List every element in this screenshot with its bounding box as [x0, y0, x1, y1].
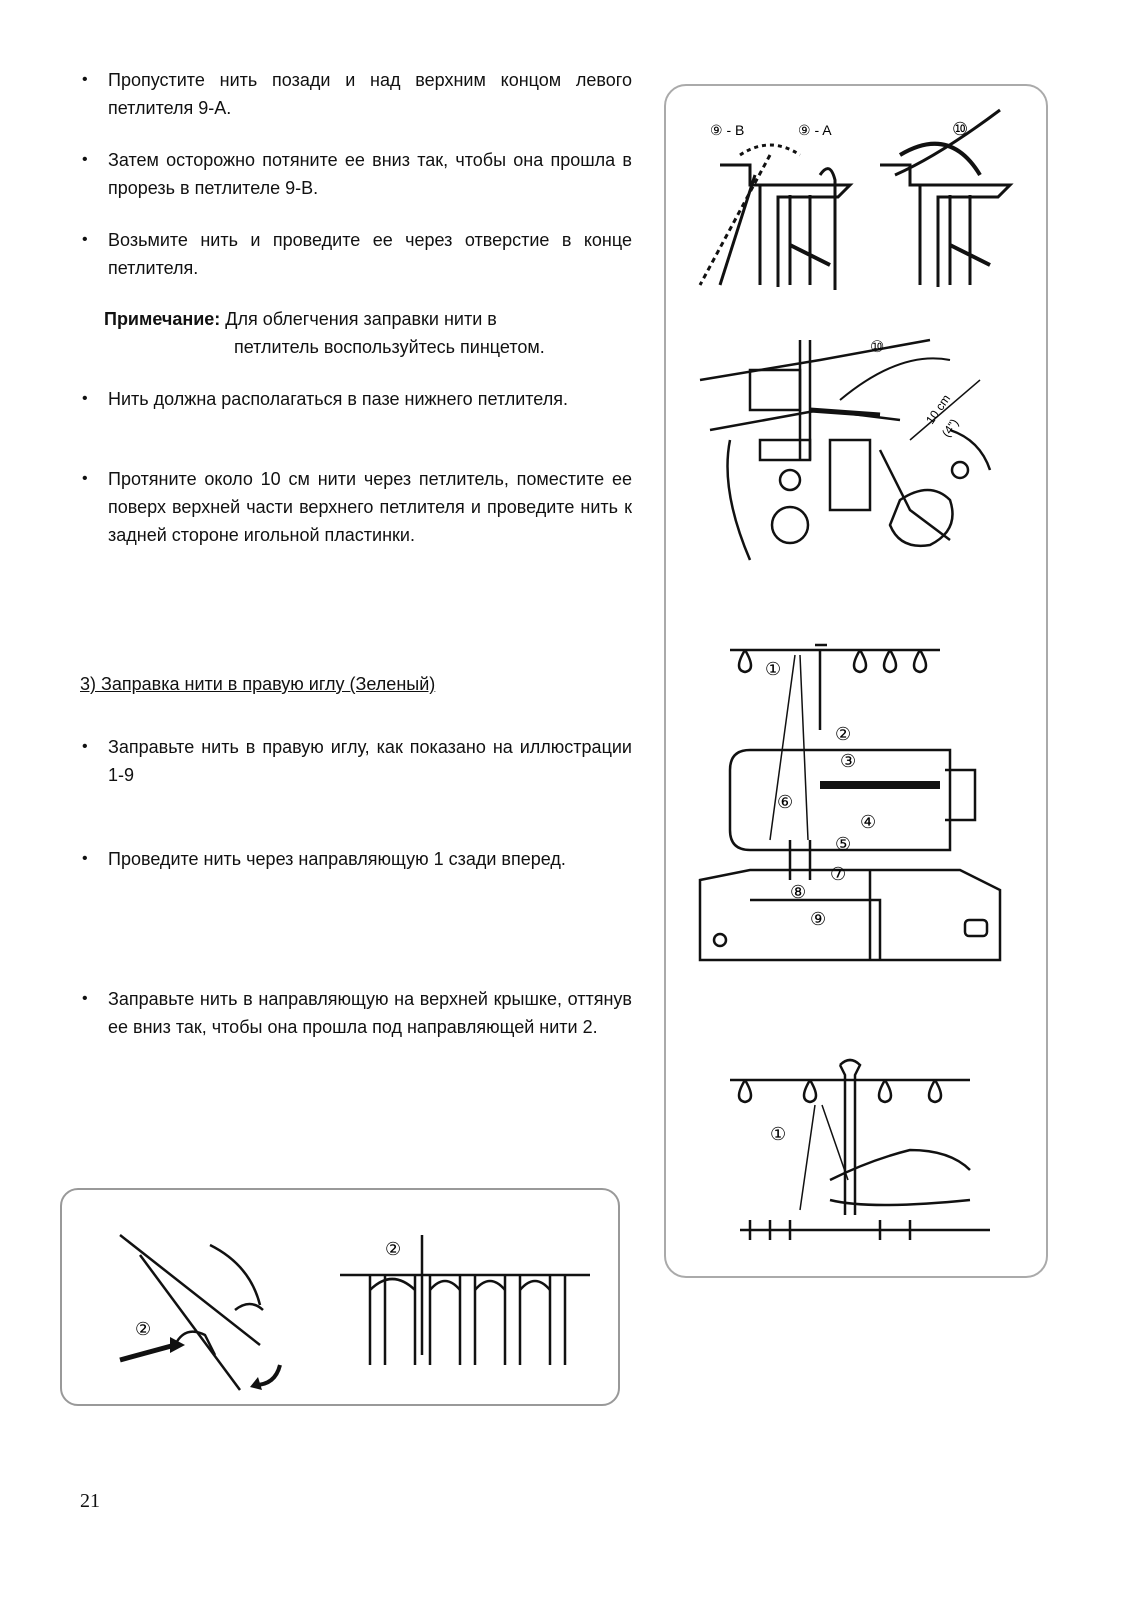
c2-label: ②: [835, 724, 852, 744]
bullet-text: • Нить должна располагаться в пазе нижнего петлителя.: [80, 385, 632, 413]
page-number: 21: [80, 1490, 100, 1512]
looper-threading-figure: [700, 115, 1020, 295]
overlock-machine-figure: [690, 640, 1020, 970]
bullet-4: [80, 385, 632, 413]
lower-looper-figure: [700, 330, 1000, 570]
bullet-5: [80, 465, 632, 549]
fig1-label-9b: ⑨ - B: [710, 122, 745, 138]
thread-guide-detail-figure: [110, 1225, 280, 1395]
c1-label: ①: [765, 659, 782, 679]
c6-label: ⑥: [777, 792, 794, 812]
bullet-text: • Затем осторожно потяните ее вниз так, чтобы она прошла в прорезь в петлителе 9-В.: [80, 146, 632, 202]
bullet-3: [80, 226, 632, 282]
c1b-label: ①: [770, 1124, 787, 1144]
section-heading: 3) Заправка нити в правую иглу (Зеленый): [80, 674, 436, 694]
c5-label: ⑤: [835, 834, 852, 854]
fig1-label-10: ⑩: [952, 119, 969, 139]
c9-label: ⑨: [810, 909, 827, 929]
c3-label: ③: [840, 751, 857, 771]
bullet-text: • Проведите нить через направляющую 1 сзади вперед.: [80, 845, 632, 873]
fig2-label-in: (4"): [938, 416, 962, 440]
fig1-label-9a: ⑨ - A: [798, 122, 832, 138]
bullet-7: [80, 845, 632, 873]
bullet-text: • Возьмите нить и проведите ее через отверстие в конце петлителя.: [80, 226, 632, 282]
note-label: Примечание:: [104, 309, 221, 329]
bullet-text: • Заправьте нить в направляющую на верхней крышке, оттянув ее вниз так, чтобы она прошла под направляющей нити 2.: [80, 985, 632, 1041]
fig2-label-10: ⑩: [870, 339, 885, 356]
bullet-1: [80, 66, 632, 122]
bullet-text: • Заправьте нить в правую иглу, как показано на иллюстрации 1-9: [80, 733, 632, 789]
note-line-2: петлитель воспользуйтесь пинцетом.: [234, 337, 545, 357]
c4-label: ④: [860, 812, 877, 832]
bullet-2: [80, 146, 632, 202]
note-block: [104, 305, 632, 361]
b2b-label: ②: [385, 1239, 402, 1259]
c8-label: ⑧: [790, 882, 807, 902]
bullet-text: • Протяните около 10 см нити через петлитель, поместите ее поверх верхней части верхнего петлителя и проведите нить к задней стороне игольной пластинки.: [80, 465, 632, 549]
bullet-text: • Пропустите нить позади и над верхним концом левого петлителя 9-А.: [80, 66, 632, 122]
b2a-label: ②: [135, 1319, 152, 1339]
bullet-8: [80, 985, 632, 1041]
bullet-6: [80, 733, 632, 789]
thread-stand-figure: [730, 1060, 990, 1240]
c7-label: ⑦: [830, 864, 847, 884]
note-line-1: Для облегчения заправки нити в: [225, 309, 497, 329]
thread-guide-row-figure: [340, 1235, 600, 1365]
fig2-label-cm: 10 cm: [922, 391, 954, 427]
